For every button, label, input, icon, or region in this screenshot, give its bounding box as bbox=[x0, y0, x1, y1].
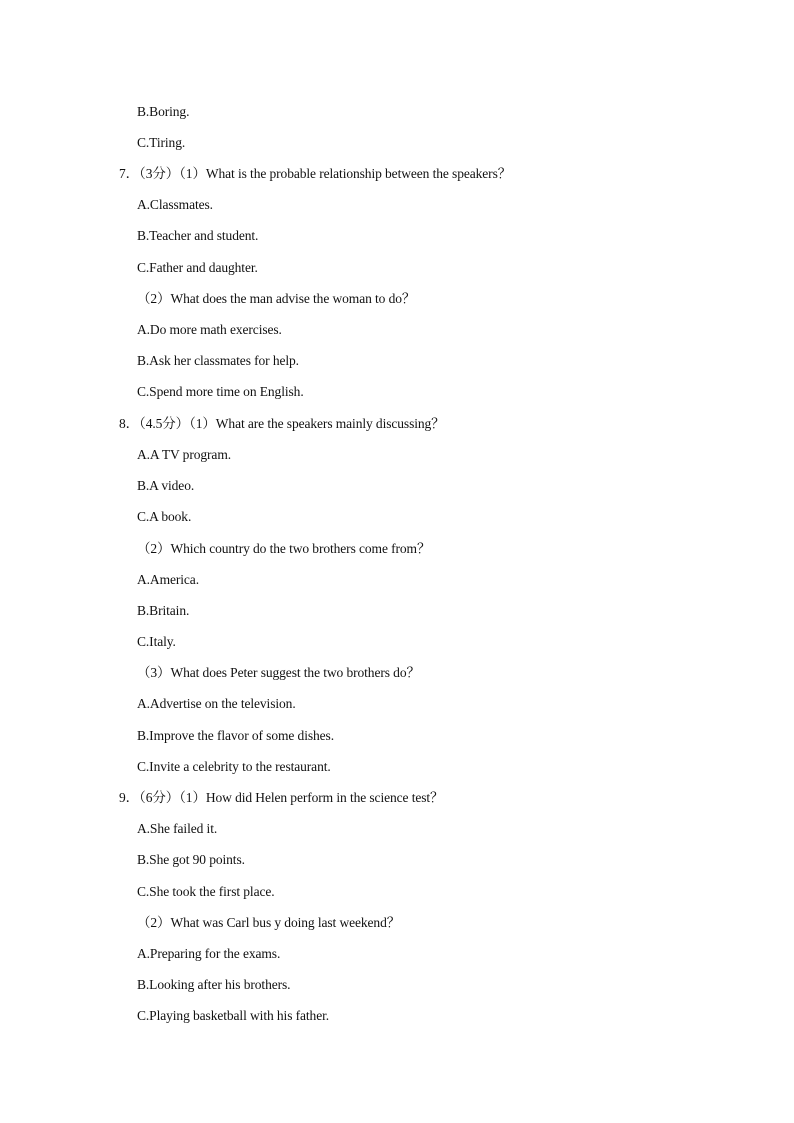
option-7-2a: A.Do more math exercises. bbox=[137, 322, 282, 337]
option-9-1c: C.She took the first place. bbox=[137, 884, 275, 899]
option-8-3c: C.Invite a celebrity to the restaurant. bbox=[137, 759, 331, 774]
option-7-1c: C.Father and daughter. bbox=[137, 260, 258, 275]
option-9-1b: B.She got 90 points. bbox=[137, 852, 245, 867]
option-6b: B.Boring. bbox=[137, 104, 190, 119]
option-8-1a: A.A TV program. bbox=[137, 447, 231, 462]
option-8-2b: B.Britain. bbox=[137, 603, 190, 618]
question-8-3: （3）What does Peter suggest the two brothers do？ bbox=[137, 665, 420, 680]
question-8-1: 8．（4.5分）（1）What are the speakers mainly discussing？ bbox=[119, 416, 445, 431]
option-7-2b: B.Ask her classmates for help. bbox=[137, 353, 299, 368]
question-9-2: （2）What was Carl bus y doing last weekend？ bbox=[137, 915, 401, 930]
option-7-1b: B.Teacher and student. bbox=[137, 228, 259, 243]
option-9-2c: C.Playing basketball with his father. bbox=[137, 1008, 330, 1023]
option-8-3a: A.Advertise on the television. bbox=[137, 696, 296, 711]
option-9-2a: A.Preparing for the exams. bbox=[137, 946, 281, 961]
option-7-1a: A.Classmates. bbox=[137, 197, 213, 212]
option-8-2a: A.America. bbox=[137, 572, 199, 587]
option-9-2b: B.Looking after his brothers. bbox=[137, 977, 291, 992]
option-8-3b: B.Improve the flavor of some dishes. bbox=[137, 728, 334, 743]
option-7-2c: C.Spend more time on English. bbox=[137, 384, 304, 399]
option-9-1a: A.She failed it. bbox=[137, 821, 218, 836]
option-8-2c: C.Italy. bbox=[137, 634, 176, 649]
option-8-1c: C.A book. bbox=[137, 509, 192, 524]
option-8-1b: B.A video. bbox=[137, 478, 195, 493]
option-6c: C.Tiring. bbox=[137, 135, 186, 150]
question-8-2: （2）Which country do the two brothers come from？ bbox=[137, 541, 431, 556]
question-7-1: 7．（3分）（1）What is the probable relationship between the speakers？ bbox=[119, 166, 512, 181]
question-9-1: 9．（6分）（1）How did Helen perform in the science test？ bbox=[119, 790, 444, 805]
question-7-2: （2）What does the man advise the woman to do？ bbox=[137, 291, 416, 306]
